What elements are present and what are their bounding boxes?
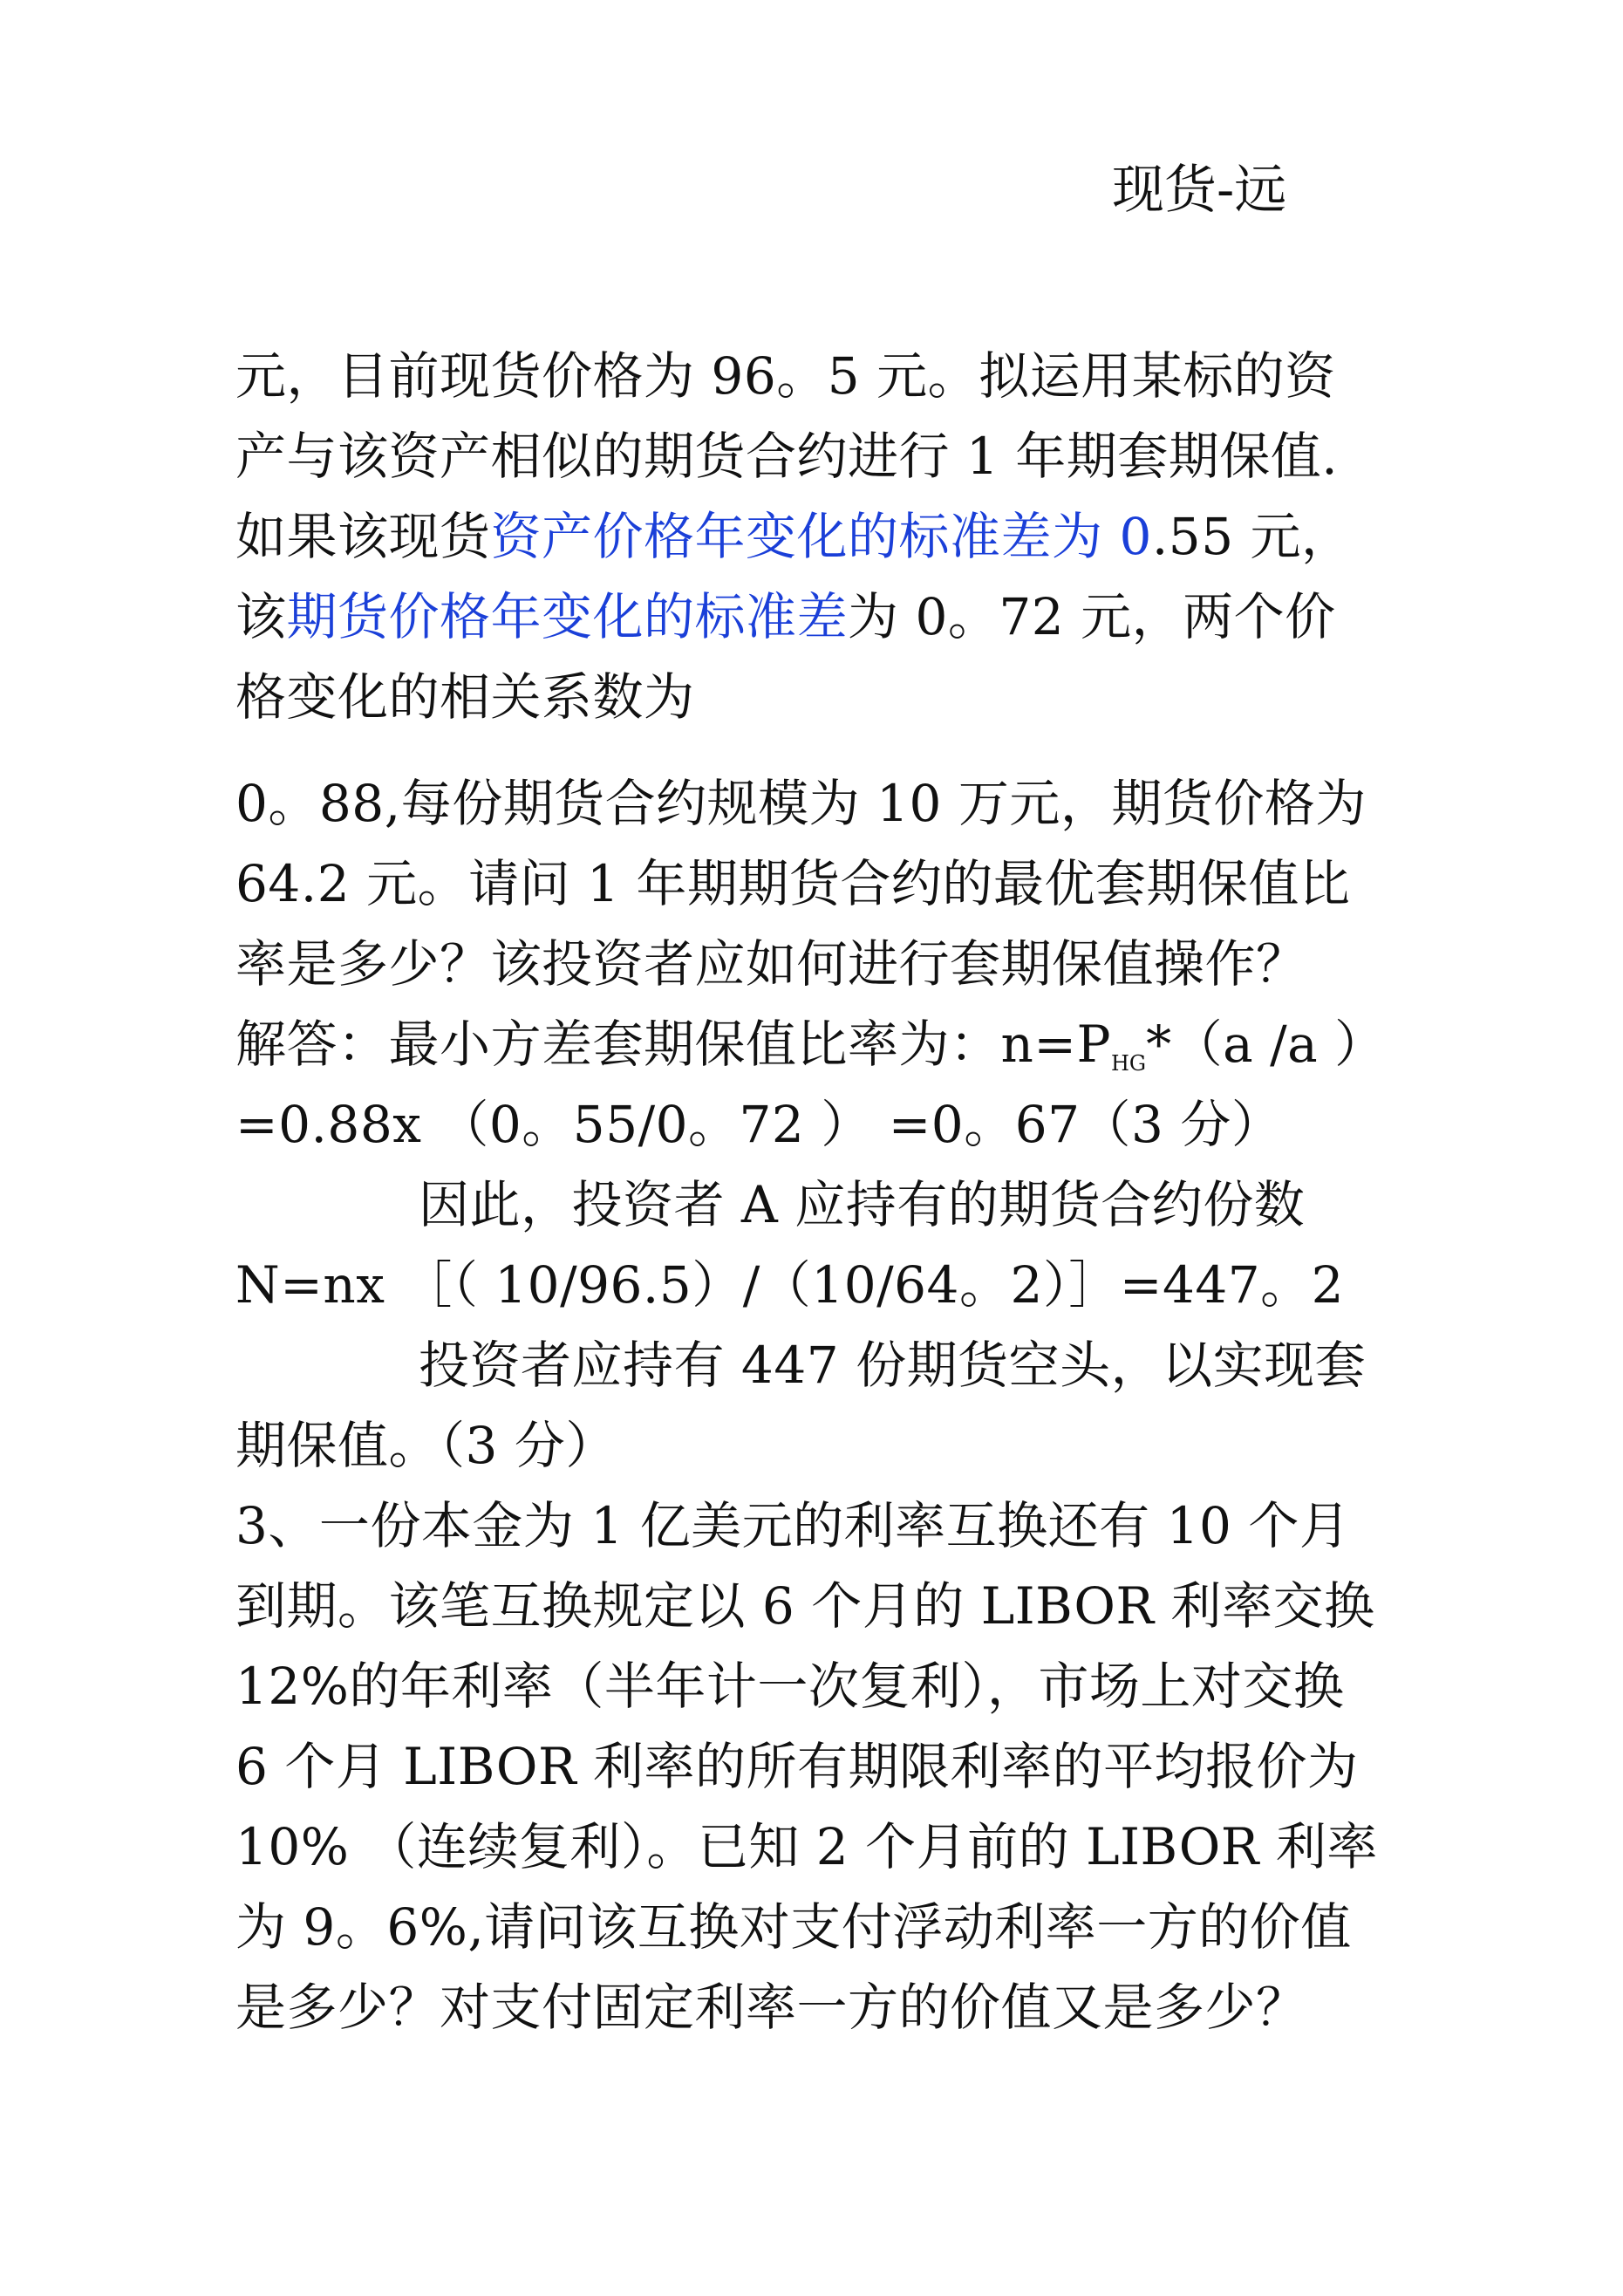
text-line: 12%的年利率（半年计一次复利），市场上对交换 xyxy=(235,1657,1345,1716)
text-line: 到期。该笔互换规定以 6 个月的 LIBOR 利率交换 xyxy=(235,1576,1375,1636)
text-line xyxy=(235,496,1395,577)
text-line: 是多少？对支付固定利率一方的价值又是多少？ xyxy=(235,1978,1307,2037)
text-segment: 如果该现货 xyxy=(235,507,491,566)
highlighted-text: 资产价格年变化的标准差为 0 xyxy=(490,507,1152,566)
subscript-text: HG xyxy=(1110,1051,1147,1076)
text-line: 率是多少？该投资者应如何进行套期保值操作？ xyxy=(235,934,1307,994)
text-line xyxy=(235,1004,1395,1084)
text-line: 0。88,每份期货合约规模为 10 万元，期货价格为 xyxy=(235,774,1367,833)
text-line: 元，目前现货价格为 96。5 元。拟运用某标的资 xyxy=(235,346,1336,406)
text-line: =0.88x （0。55/0。72 ） =0。67（3 分） xyxy=(235,1095,1283,1154)
text-segment: 解答：最小方差套期保值比率为：n=P xyxy=(235,1015,1111,1074)
text-segment: 为 0。72 元，两个价 xyxy=(848,587,1336,646)
text-line: N=nx ［（ 10/96.5）/（10/64。2）］=447。2 xyxy=(235,1255,1345,1315)
text-segment: 该 xyxy=(235,587,287,646)
text-line: 10% （连续复利）。已知 2 个月前的 LIBOR 利率 xyxy=(235,1817,1378,1876)
text-line: 格变化的相关系数为 xyxy=(235,667,695,727)
text-line: 因此，投资者 A 应持有的期货合约份数 xyxy=(419,1175,1306,1234)
text-line: 64.2 元。请问 1 年期期货合约的最优套期保值比 xyxy=(235,854,1351,913)
text-segment: .55 元， xyxy=(1151,507,1353,566)
text-line: 为 9。6%,请问该互换对支付浮动利率一方的价值 xyxy=(235,1897,1352,1957)
text-line: 投资者应持有 447 份期货空头，以实现套 xyxy=(419,1336,1367,1395)
highlighted-text: 期货价格年变化的标准差 xyxy=(286,587,849,646)
text-line: 期保值。（3 分） xyxy=(235,1416,617,1475)
text-line: 3、一份本金为 1 亿美元的利率互换还有 10 个月 xyxy=(235,1496,1351,1555)
text-line: 6 个月 LIBOR 利率的所有期限利率的平均报价为 xyxy=(235,1737,1359,1796)
text-line xyxy=(235,577,1395,657)
text-segment: *（a /a ） xyxy=(1146,1015,1386,1074)
page-header-text: 现货-远 xyxy=(1112,160,1287,221)
text-line: 产与该资产相似的期货合约进行 1 年期套期保值. xyxy=(235,427,1339,486)
document-body xyxy=(235,336,1395,2047)
